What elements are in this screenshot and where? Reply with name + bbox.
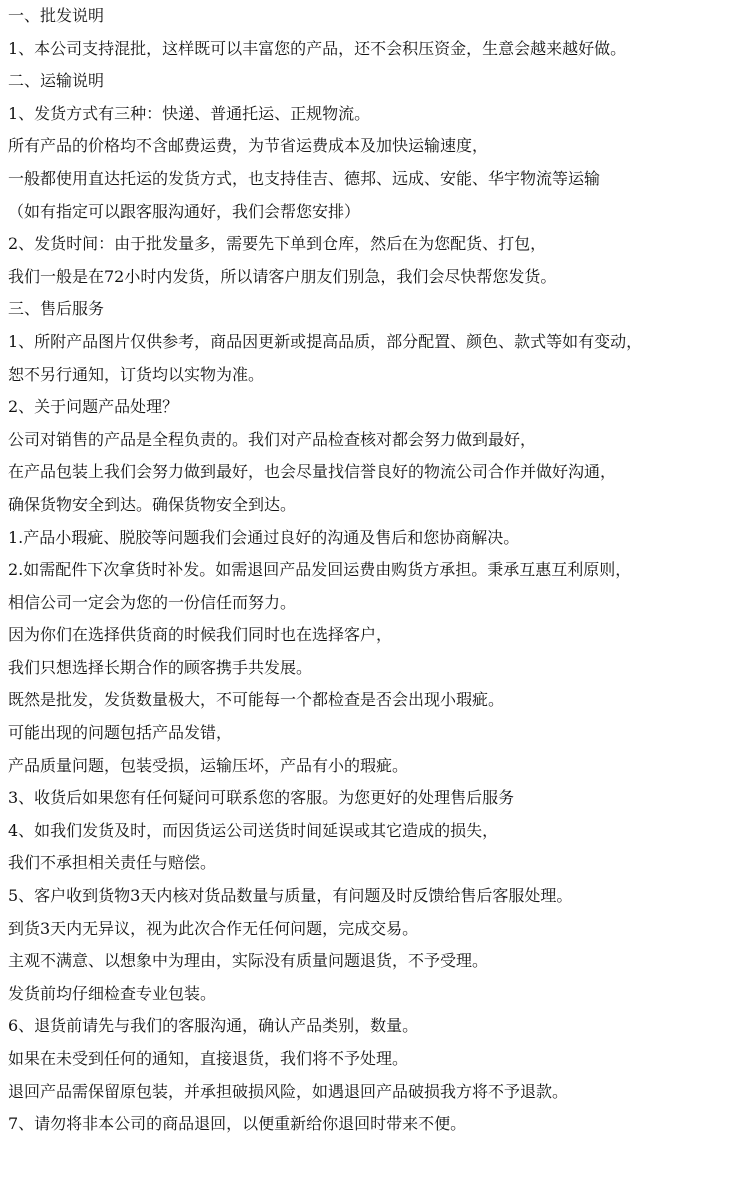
paragraph-line: 1.产品小瑕疵、脱胶等问题我们会通过良好的沟通及售后和您协商解决。 <box>8 527 520 547</box>
wholesale-policy-document <box>8 0 746 1141</box>
paragraph-line: 发货前均仔细检查专业包装。 <box>8 983 217 1003</box>
section-heading-after-sales: 三、售后服务 <box>8 299 105 319</box>
paragraph-line: 1、发货方式有三种：快递、普通托运、正规物流。 <box>8 103 371 123</box>
paragraph-line: 2、发货时间：由于批发量多，需要先下单到仓库，然后在为您配货、打包， <box>8 234 547 254</box>
paragraph-line: 确保货物安全到达。确保货物安全到达。 <box>8 494 297 514</box>
paragraph-line: （如有指定可以跟客服沟通好，我们会帮您安排） <box>8 201 361 221</box>
paragraph-line: 所有产品的价格均不含邮费运费，为节省运费成本及加快运输速度， <box>8 136 489 156</box>
paragraph-line: 2.如需配件下次拿货时补发。如需退回产品发回运费由购货方承担。秉承互惠互利原则， <box>8 560 632 580</box>
paragraph-line: 恕不另行通知，订货均以实物为准。 <box>8 364 265 384</box>
paragraph-line: 因为你们在选择供货商的时候我们同时也在选择客户， <box>8 625 393 645</box>
section-heading-wholesale: 一、批发说明 <box>8 6 105 25</box>
paragraph-line: 主观不满意、以想象中为理由，实际没有质量问题退货，不予受理。 <box>8 951 489 971</box>
paragraph-line: 我们不承担相关责任与赔偿。 <box>8 853 217 873</box>
paragraph-line: 既然是批发，发货数量极大，不可能每一个都检查是否会出现小瑕疵。 <box>8 690 505 710</box>
paragraph-line: 到货3天内无异议，视为此次合作无任何问题，完成交易。 <box>8 918 419 938</box>
paragraph-line: 我们只想选择长期合作的顾客携手共发展。 <box>8 657 313 677</box>
paragraph-line: 公司对销售的产品是全程负责的。我们对产品检查核对都会努力做到最好， <box>8 429 537 449</box>
paragraph-line: 6、退货前请先与我们的客服沟通，确认产品类别，数量。 <box>8 1016 419 1036</box>
paragraph-line: 产品质量问题，包装受损，运输压坏，产品有小的瑕疵。 <box>8 755 409 775</box>
paragraph-line: 1、所附产品图片仅供参考，商品因更新或提高品质，部分配置、颜色、款式等如有变动， <box>8 331 643 351</box>
paragraph-line: 我们一般是在72小时内发货，所以请客户朋友们别急，我们会尽快帮您发货。 <box>8 266 557 286</box>
paragraph-line: 如果在未受到任何的通知，直接退货，我们将不予处理。 <box>8 1049 409 1068</box>
paragraph-line: 可能出现的问题包括产品发错， <box>8 723 233 743</box>
paragraph-line: 5、客户收到货物3天内核对货品数量与质量，有问题及时反馈给售后客服处理。 <box>8 886 573 906</box>
paragraph-line: 7、请勿将非本公司的商品退回，以便重新给你退回时带来不便。 <box>8 1114 467 1134</box>
paragraph-line: 4、如我们发货及时，而因货运公司送货时间延误或其它造成的损失， <box>8 820 499 840</box>
paragraph-line: 2、关于问题产品处理？ <box>8 397 179 417</box>
paragraph-line: 退回产品需保留原包装，并承担破损风险，如遇退回产品破损我方将不予退款。 <box>8 1081 569 1101</box>
paragraph-line: 1、本公司支持混批，这样既可以丰富您的产品，还不会积压资金，生意会越来越好做。 <box>8 38 627 58</box>
paragraph-line: 在产品包装上我们会努力做到最好，也会尽量找信誉良好的物流公司合作并做好沟通， <box>8 462 617 482</box>
paragraph-line: 一般都使用直达托运的发货方式，也支持佳吉、德邦、远成、安能、华宇物流等运输 <box>8 168 601 188</box>
paragraph-line: 相信公司一定会为您的一份信任而努力。 <box>8 592 297 612</box>
section-heading-shipping: 二、运输说明 <box>8 71 105 91</box>
paragraph-line: 3、收货后如果您有任何疑问可联系您的客服。为您更好的处理售后服务 <box>8 788 515 808</box>
